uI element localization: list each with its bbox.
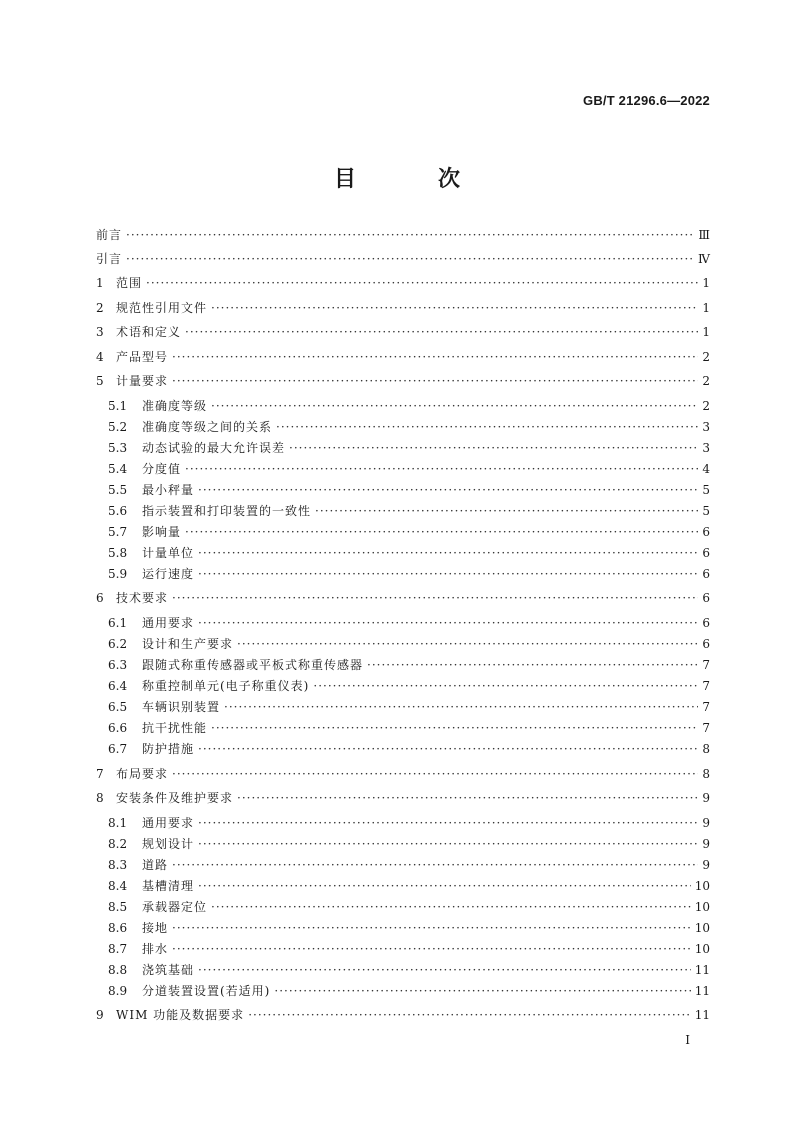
toc-leader-dots bbox=[315, 504, 698, 518]
toc-entry-page: 6 bbox=[702, 567, 710, 581]
toc-entry[interactable] bbox=[108, 525, 710, 539]
toc-entry-page: 2 bbox=[702, 374, 710, 388]
toc-leader-dots bbox=[172, 591, 698, 605]
toc-leader-dots bbox=[185, 325, 698, 339]
toc-entry-number: 5.8 bbox=[108, 546, 128, 560]
toc-entry-number: 5 bbox=[96, 374, 104, 388]
toc-leader-dots bbox=[126, 228, 694, 242]
toc-entry-number: 7 bbox=[96, 767, 104, 781]
toc-leader-dots bbox=[211, 900, 691, 914]
toc-entry-label: 基槽清理 bbox=[142, 879, 195, 893]
toc-entry-page: 7 bbox=[702, 721, 710, 735]
toc-leader-dots bbox=[198, 483, 698, 497]
toc-entry-number: 8.3 bbox=[108, 858, 128, 872]
toc-entry[interactable] bbox=[108, 837, 710, 851]
toc-entry-number: 8.2 bbox=[108, 837, 128, 851]
toc-entry[interactable] bbox=[108, 546, 710, 560]
toc-leader-dots bbox=[172, 767, 698, 781]
toc-entry[interactable] bbox=[96, 767, 710, 781]
toc-entry-page: 9 bbox=[702, 791, 710, 805]
toc-entry[interactable] bbox=[108, 816, 710, 830]
toc-entry[interactable] bbox=[108, 700, 710, 714]
toc-entry-label: 技术要求 bbox=[116, 591, 169, 605]
toc-leader-dots bbox=[289, 441, 698, 455]
toc-entry-label: 防护措施 bbox=[142, 742, 195, 756]
toc-entry-number: 5.6 bbox=[108, 504, 128, 518]
toc-leader-dots bbox=[126, 252, 694, 266]
toc-entry-page: 3 bbox=[702, 441, 710, 455]
toc-leader-dots bbox=[198, 879, 691, 893]
toc-entry-label: 规范性引用文件 bbox=[116, 301, 208, 315]
toc-leader-dots bbox=[198, 742, 698, 756]
toc-entry-label: 计量要求 bbox=[116, 374, 169, 388]
toc-entry-number: 8 bbox=[96, 791, 104, 805]
toc-entry-page: 2 bbox=[702, 350, 710, 364]
toc-entry-page: 8 bbox=[702, 767, 710, 781]
toc-entry-page: 7 bbox=[702, 679, 710, 693]
toc-entry[interactable] bbox=[108, 616, 710, 630]
toc-entry[interactable] bbox=[108, 963, 710, 977]
toc-entry-label: 安装条件及维护要求 bbox=[116, 791, 234, 805]
toc-entry-number: 9 bbox=[96, 1008, 104, 1022]
toc-leader-dots bbox=[172, 858, 698, 872]
toc-entry-number: 6.4 bbox=[108, 679, 128, 693]
toc-entry-page: 1 bbox=[702, 301, 710, 315]
toc-entry-number: 6.6 bbox=[108, 721, 128, 735]
toc-entry-number: 5.3 bbox=[108, 441, 128, 455]
toc-entry[interactable] bbox=[108, 567, 710, 581]
toc-entry-page: 6 bbox=[702, 637, 710, 651]
toc-entry-page: 8 bbox=[702, 742, 710, 756]
toc-entry[interactable] bbox=[108, 879, 710, 893]
toc-entry[interactable] bbox=[108, 420, 710, 434]
toc-entry-page: 7 bbox=[702, 700, 710, 714]
toc-entry-number: 6.5 bbox=[108, 700, 128, 714]
toc-entry-number: 5.1 bbox=[108, 399, 128, 413]
toc-entry-page: Ⅳ bbox=[698, 252, 710, 266]
toc-entry[interactable] bbox=[108, 921, 710, 935]
toc-entry[interactable] bbox=[108, 658, 710, 672]
toc-leader-dots bbox=[185, 525, 698, 539]
toc-entry[interactable] bbox=[96, 276, 710, 290]
toc-entry-label: 分度值 bbox=[142, 462, 182, 476]
toc-entry-page: 11 bbox=[694, 1008, 710, 1022]
toc-entry-number: 8.5 bbox=[108, 900, 128, 914]
toc-entry[interactable] bbox=[108, 984, 710, 998]
toc-entry-page: 11 bbox=[694, 963, 710, 977]
standard-code: GB/T 21296.6—2022 bbox=[583, 93, 710, 108]
toc-entry-label: 跟随式称重传感器或平板式称重传感器 bbox=[142, 658, 364, 672]
toc-entry[interactable] bbox=[96, 228, 710, 242]
toc-leader-dots bbox=[211, 721, 698, 735]
toc-entry[interactable] bbox=[108, 637, 710, 651]
toc-entry-label: WIM 功能及数据要求 bbox=[116, 1008, 245, 1022]
toc-entry-label: 布局要求 bbox=[116, 767, 169, 781]
toc-entry[interactable] bbox=[96, 791, 710, 805]
toc-entry-number: 8.7 bbox=[108, 942, 128, 956]
toc-entry-number: 4 bbox=[96, 350, 104, 364]
toc-entry-page: Ⅲ bbox=[698, 228, 710, 242]
toc-entry-number: 8.1 bbox=[108, 816, 128, 830]
toc-leader-dots bbox=[198, 616, 698, 630]
toc-entry-page: 9 bbox=[702, 858, 710, 872]
toc-leader-dots bbox=[172, 374, 698, 388]
toc-entry-page: 6 bbox=[702, 525, 710, 539]
toc-entry[interactable] bbox=[96, 374, 710, 388]
toc-entry-page: 10 bbox=[694, 921, 710, 935]
toc-leader-dots bbox=[198, 963, 691, 977]
toc-entry[interactable] bbox=[96, 591, 710, 605]
toc-entry-label: 运行速度 bbox=[142, 567, 195, 581]
toc-entry[interactable] bbox=[108, 504, 710, 518]
toc-entry-label: 排水 bbox=[142, 942, 169, 956]
toc-entry-number: 6.7 bbox=[108, 742, 128, 756]
toc-entry-page: 3 bbox=[702, 420, 710, 434]
page-folio: Ⅰ bbox=[685, 1033, 690, 1047]
toc-entry-page: 5 bbox=[702, 483, 710, 497]
toc-entry-label: 通用要求 bbox=[142, 616, 195, 630]
toc-entry-label: 浇筑基础 bbox=[142, 963, 195, 977]
toc-entry-label: 动态试验的最大允许误差 bbox=[142, 441, 286, 455]
toc-entry-label: 准确度等级 bbox=[142, 399, 208, 413]
toc-entry-label: 产品型号 bbox=[116, 350, 169, 364]
toc-entry-page: 1 bbox=[702, 325, 710, 339]
toc-entry-page: 10 bbox=[694, 879, 710, 893]
toc-entry-number: 3 bbox=[96, 325, 104, 339]
toc-entry-label: 范围 bbox=[116, 276, 143, 290]
toc-leader-dots bbox=[172, 350, 698, 364]
toc-leader-dots bbox=[237, 637, 698, 651]
toc-entry[interactable] bbox=[108, 721, 710, 735]
toc-entry-label: 指示装置和打印装置的一致性 bbox=[142, 504, 312, 518]
toc-entry-label: 术语和定义 bbox=[116, 325, 182, 339]
toc-entry-page: 5 bbox=[702, 504, 710, 518]
toc-entry-number: 6.3 bbox=[108, 658, 128, 672]
toc-entry[interactable] bbox=[108, 483, 710, 497]
toc-entry[interactable] bbox=[108, 399, 710, 413]
toc-entry-label: 设计和生产要求 bbox=[142, 637, 234, 651]
toc-entry-label: 通用要求 bbox=[142, 816, 195, 830]
toc-leader-dots bbox=[313, 679, 698, 693]
toc-leader-dots bbox=[146, 276, 698, 290]
toc-entry-number: 8.9 bbox=[108, 984, 128, 998]
toc-entry-page: 9 bbox=[702, 837, 710, 851]
toc-entry-label: 车辆识别装置 bbox=[142, 700, 221, 714]
toc-entry-number: 5.7 bbox=[108, 525, 128, 539]
toc-entry-number: 5.2 bbox=[108, 420, 128, 434]
toc-entry[interactable] bbox=[108, 462, 710, 476]
toc-leader-dots bbox=[198, 816, 698, 830]
toc-leader-dots bbox=[211, 399, 698, 413]
toc-entry-page: 1 bbox=[702, 276, 710, 290]
toc-entry-number: 1 bbox=[96, 276, 104, 290]
toc-leader-dots bbox=[185, 462, 698, 476]
toc-entry-label: 准确度等级之间的关系 bbox=[142, 420, 273, 434]
toc-entry-page: 9 bbox=[702, 816, 710, 830]
toc-entry-label: 分道装置设置(若适用) bbox=[142, 984, 271, 998]
toc-entry[interactable] bbox=[108, 900, 710, 914]
toc-leader-dots bbox=[237, 791, 698, 805]
toc-entry-page: 10 bbox=[694, 942, 710, 956]
toc-leader-dots bbox=[172, 921, 691, 935]
toc-entry-number: 2 bbox=[96, 301, 104, 315]
toc-entry-page: 4 bbox=[702, 462, 710, 476]
toc-entry-label: 前言 bbox=[96, 228, 123, 242]
toc-leader-dots bbox=[198, 837, 698, 851]
toc-entry-page: 6 bbox=[702, 546, 710, 560]
toc-entry-number: 8.8 bbox=[108, 963, 128, 977]
toc-leader-dots bbox=[198, 567, 698, 581]
toc-entry-number: 6.2 bbox=[108, 637, 128, 651]
toc-entry-page: 6 bbox=[702, 616, 710, 630]
toc-entry[interactable] bbox=[108, 679, 710, 693]
toc-entry[interactable] bbox=[108, 858, 710, 872]
toc-leader-dots bbox=[274, 984, 690, 998]
toc-entry-label: 引言 bbox=[96, 252, 123, 266]
toc-entry-label: 承载器定位 bbox=[142, 900, 208, 914]
toc-entry[interactable] bbox=[108, 742, 710, 756]
page-title: 目 次 bbox=[333, 167, 490, 192]
toc-entry-number: 8.6 bbox=[108, 921, 128, 935]
toc-entry-number: 5.4 bbox=[108, 462, 128, 476]
toc-entry[interactable] bbox=[108, 942, 710, 956]
toc-leader-dots bbox=[276, 420, 698, 434]
toc-entry-label: 称重控制单元(电子称重仪表) bbox=[142, 679, 310, 693]
toc-entry-page: 11 bbox=[694, 984, 710, 998]
toc-entry-number: 5.5 bbox=[108, 483, 128, 497]
toc-entry-page: 6 bbox=[702, 591, 710, 605]
toc-leader-dots bbox=[211, 301, 698, 315]
toc-entry[interactable] bbox=[108, 441, 710, 455]
toc-entry[interactable] bbox=[96, 252, 710, 266]
toc-entry-number: 8.4 bbox=[108, 879, 128, 893]
toc-entry-number: 6 bbox=[96, 591, 104, 605]
toc-entry-number: 6.1 bbox=[108, 616, 128, 630]
toc-entry[interactable] bbox=[96, 301, 710, 315]
toc-entry-label: 道路 bbox=[142, 858, 169, 872]
toc-leader-dots bbox=[224, 700, 698, 714]
toc-entry-label: 影响量 bbox=[142, 525, 182, 539]
toc-entry[interactable] bbox=[96, 350, 710, 364]
toc-entry[interactable] bbox=[96, 325, 710, 339]
toc-entry[interactable] bbox=[96, 1008, 710, 1022]
toc-entry-number: 5.9 bbox=[108, 567, 128, 581]
toc-entry-label: 接地 bbox=[142, 921, 169, 935]
toc-entry-label: 抗干扰性能 bbox=[142, 721, 208, 735]
toc-entry-page: 2 bbox=[702, 399, 710, 413]
toc-entry-label: 规划设计 bbox=[142, 837, 195, 851]
toc-entry-label: 最小秤量 bbox=[142, 483, 195, 497]
toc-entry-page: 10 bbox=[694, 900, 710, 914]
toc-leader-dots bbox=[172, 942, 691, 956]
toc-entry-label: 计量单位 bbox=[142, 546, 195, 560]
toc-leader-dots bbox=[248, 1008, 691, 1022]
toc-entry-page: 7 bbox=[702, 658, 710, 672]
toc-leader-dots bbox=[367, 658, 698, 672]
toc-leader-dots bbox=[198, 546, 698, 560]
